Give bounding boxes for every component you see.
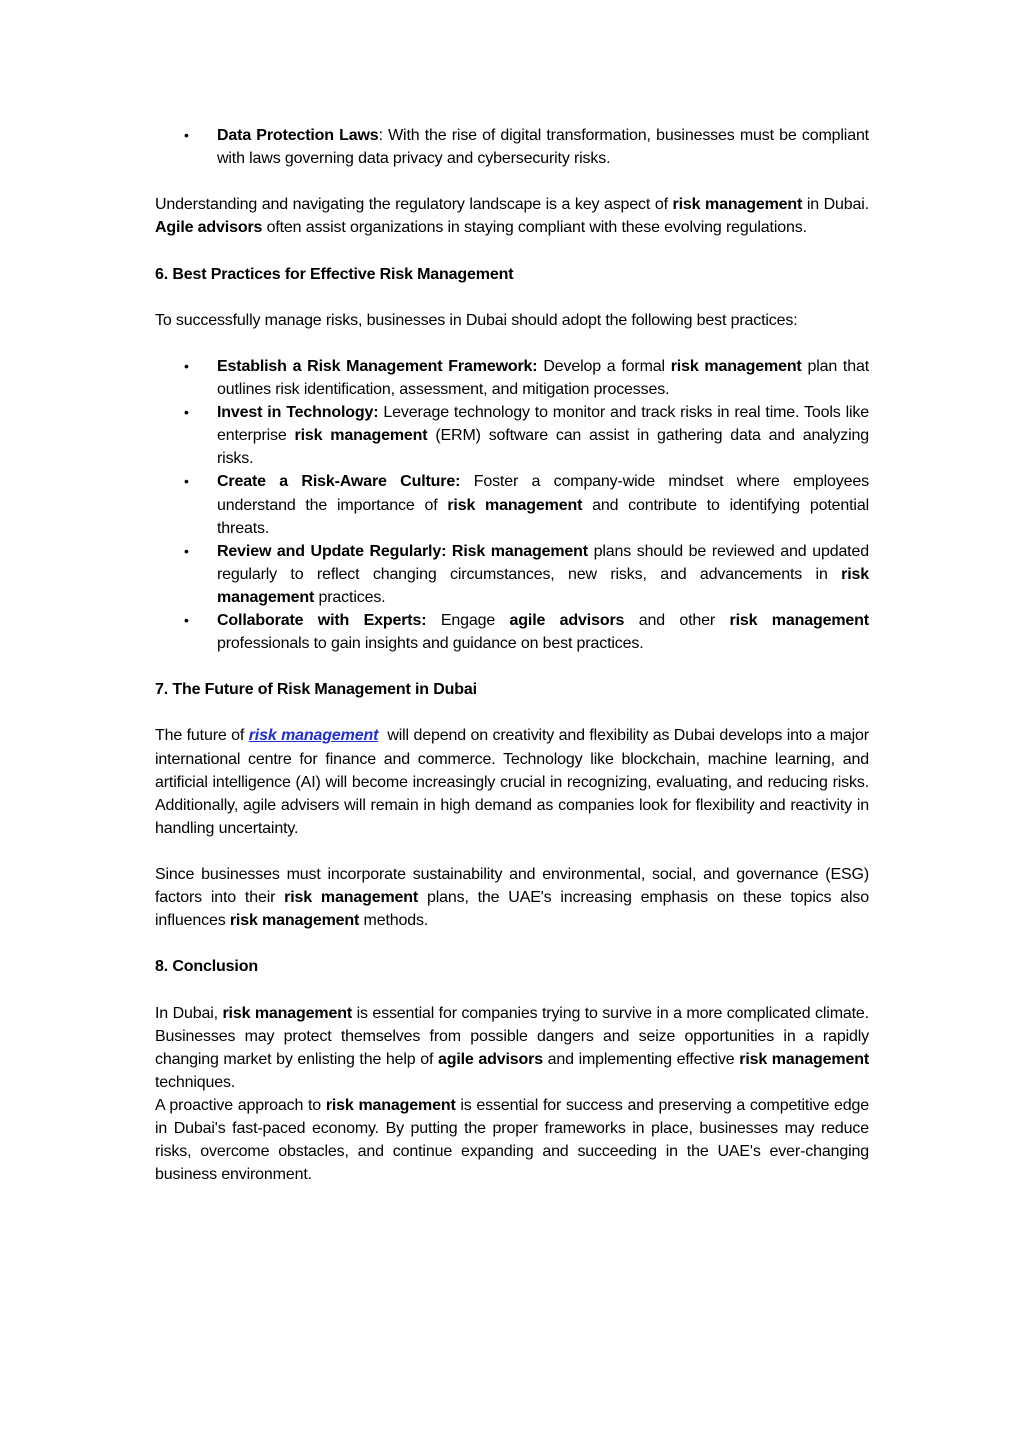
bullet-icon: • bbox=[184, 542, 189, 559]
bullet-icon: • bbox=[184, 404, 189, 421]
section-intro: To successfully manage risks, businesses in Dubai should adopt the following best practices: bbox=[155, 311, 798, 329]
item-title: Data Protection Laws bbox=[217, 127, 379, 144]
item-title: Establish a Risk Management Framework: bbox=[217, 357, 538, 375]
item-title: Collaborate with Experts: bbox=[217, 611, 427, 629]
list-item: • Establish a Risk Management Framework: Develop a formal risk management plan that outlines risk identification, assessment, and mitigation processes. bbox=[155, 355, 869, 401]
regulation-list bbox=[155, 124, 869, 170]
bullet-icon: • bbox=[184, 611, 189, 628]
list-item: • Review and Update Regularly: Risk management plans should be reviewed and updated regularly to reflect changing circumstances, new risks, and advancements in risk management practices. bbox=[155, 540, 869, 609]
conclusion-paragraph: A proactive approach to risk management is essential for success and preserving a competitive edge in Dubai's fast-paced economy. By putting the proper frameworks in place, businesses may reduce risks, overcome obstacles, and continue expanding and succeeding in the UAE's ever-changing business environment. bbox=[155, 1096, 869, 1184]
esg-paragraph: Since businesses must incorporate sustainability and environmental, social, and governance (ESG) factors into their risk management plans, the UAE's increasing emphasis on these topics also influences risk management methods. bbox=[155, 866, 869, 930]
conclusion-paragraph: In Dubai, risk management is essential for companies trying to survive in a more complicated climate. Businesses may protect themselves from possible dangers and seize opportunities in a rapidly changing market by enlisting the help of agile advisors and implementing effective risk management techniques. bbox=[155, 1004, 869, 1091]
list-item: • Create a Risk-Aware Culture: Foster a company-wide mindset where employees understand the importance of risk management and contribute to identifying potential threats. bbox=[155, 470, 869, 539]
bullet-icon: • bbox=[184, 127, 189, 143]
regulatory-paragraph: Understanding and navigating the regulatory landscape is a key aspect of risk management in Dubai. Agile advisors often assist organizations in staying compliant with these evolving regulations. bbox=[155, 196, 869, 237]
section-heading: 7. The Future of Risk Management in Dubai bbox=[155, 681, 477, 699]
bullet-icon: • bbox=[184, 357, 189, 374]
item-title: Create a Risk-Aware Culture: bbox=[217, 473, 461, 491]
best-practices-list bbox=[155, 355, 869, 655]
list-item: • Data Protection Laws: With the rise of digital transformation, businesses must be compliant with laws governing data privacy and cybersecurity risks. bbox=[155, 124, 869, 170]
risk-management-link[interactable]: risk management bbox=[248, 727, 379, 745]
list-item: • Collaborate with Experts: Engage agile advisors and other risk management professionals to gain insights and guidance on best practices. bbox=[155, 609, 869, 655]
item-title: Invest in Technology: bbox=[217, 404, 379, 422]
future-paragraph: The future of risk management will depend on creativity and flexibility as Dubai develops into a major international centre for finance and commerce. Technology like blockchain, machine learning, and artificial intelligence (AI) will become increasingly crucial in recognizing, evaluating, and reducing risks. Additionally, agile advisers will remain in high demand as companies look for flexibility and reactivity in handling uncertainty. bbox=[155, 727, 874, 837]
document-page bbox=[155, 124, 874, 1186]
list-item: • Invest in Technology: Leverage technology to monitor and track risks in real time. Tools like enterprise risk management (ERM) software can assist in gathering data and analyzing risks. bbox=[155, 401, 869, 470]
section-heading: 8. Conclusion bbox=[155, 958, 258, 976]
item-title: Review and Update Regularly: bbox=[217, 542, 447, 560]
section-heading: 6. Best Practices for Effective Risk Management bbox=[155, 265, 514, 283]
bullet-icon: • bbox=[184, 473, 189, 490]
